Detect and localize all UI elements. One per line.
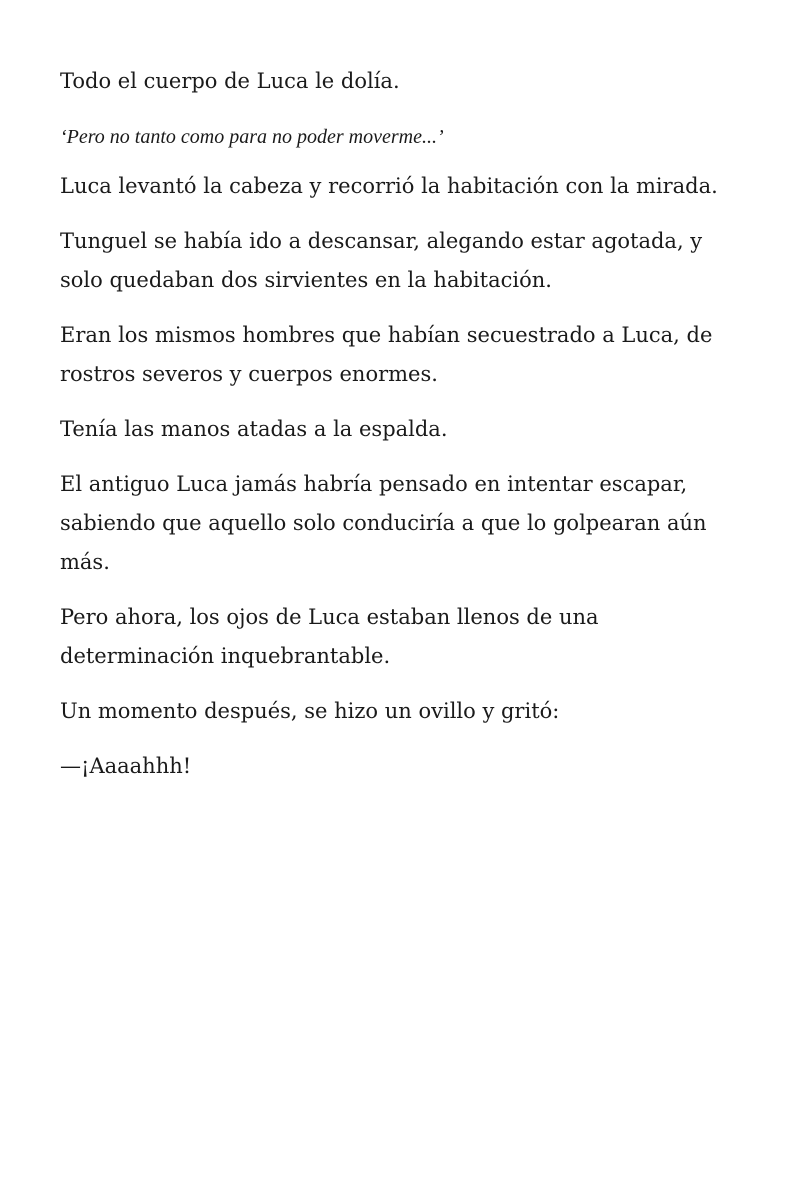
paragraph: Eran los mismos hombres que habían secuestrado a Luca, de rostros severos y cuerpos enormes.: [60, 323, 713, 386]
thought-paragraph: ‘Pero no tanto como para no poder moverme...’: [60, 126, 444, 148]
dialogue-paragraph: —¡Aaaahhh!: [60, 754, 192, 778]
paragraph: Luca levantó la cabeza y recorrió la habitación con la mirada.: [60, 174, 718, 198]
paragraph: Pero ahora, los ojos de Luca estaban llenos de una determinación inquebrantable.: [60, 605, 599, 668]
paragraph: Un momento después, se hizo un ovillo y gritó:: [60, 699, 560, 723]
paragraph: Tenía las manos atadas a la espalda.: [60, 417, 448, 441]
paragraph: Tunguel se había ido a descansar, alegando estar agotada, y solo quedaban dos sirvientes en la habitación.: [60, 229, 703, 292]
paragraph: Todo el cuerpo de Luca le dolía.: [60, 69, 400, 93]
reading-page: [60, 62, 750, 802]
paragraph: El antiguo Luca jamás habría pensado en intentar escapar, sabiendo que aquello solo conduciría a que lo golpearan aún más.: [60, 472, 707, 574]
